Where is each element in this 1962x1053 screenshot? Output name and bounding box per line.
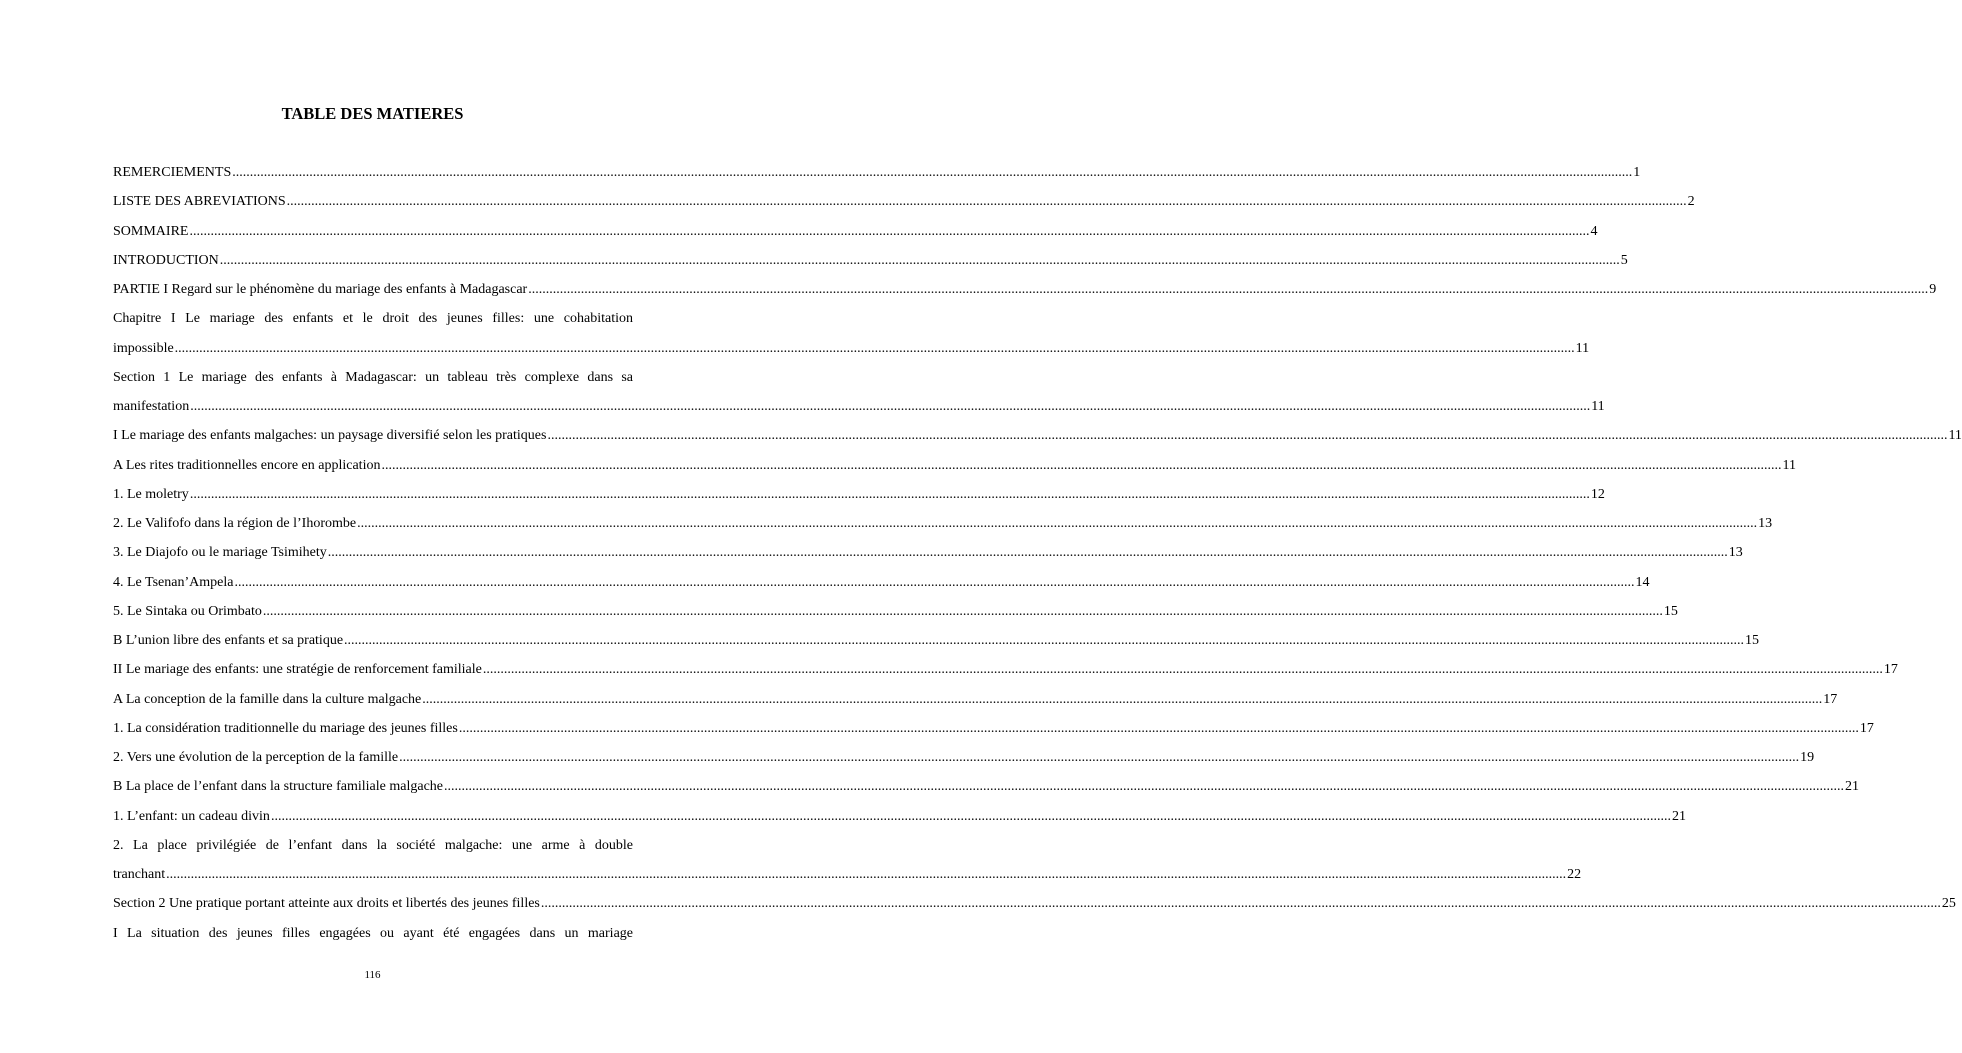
toc-entry-title: tranchant xyxy=(113,867,166,882)
toc-entry-page: 9 xyxy=(1929,282,1937,297)
toc-entry-page: 2 xyxy=(1687,194,1695,210)
toc-entry-page: 13 xyxy=(1728,545,1743,561)
toc-entry-page: 21 xyxy=(1671,808,1686,824)
toc-leader-dots: ................................................................................................................................................................................................................................................................................................................................................................................................................ xyxy=(189,223,1590,239)
toc-entry-page: 11 xyxy=(1575,340,1590,356)
toc-leader-dots: ................................................................................................................................................................................................................................................................................................................................................................................................................ xyxy=(357,516,1758,531)
toc-entry xyxy=(113,485,1605,514)
toc-entry xyxy=(113,543,1743,572)
toc-leader-dots: ................................................................................................................................................................................................................................................................................................................................................................................................................ xyxy=(219,252,1620,268)
toc-entry xyxy=(113,251,1628,280)
toc-leader-dots: ................................................................................................................................................................................................................................................................................................................................................................................................................ xyxy=(190,399,1591,414)
toc-entry-title-line: Chapitre I Le mariage des enfants et le droit des jeunes filles: une cohabitation xyxy=(113,311,633,327)
toc-entry-title: impossible xyxy=(113,340,174,356)
toc-entry-page: 11 xyxy=(1948,428,1962,444)
toc-entry-title: REMERCIEMENTS xyxy=(113,165,232,180)
toc-entry-title: 1. Le moletry xyxy=(113,486,189,502)
toc-entry-page: 22 xyxy=(1567,867,1582,882)
toc-entry-title: 1. L’enfant: un cadeau divin xyxy=(113,808,270,824)
toc-entry-title: I Le mariage des enfants malgaches: un paysage diversifié selon les pratiques xyxy=(113,428,547,444)
toc-leader-dots: ................................................................................................................................................................................................................................................................................................................................................................................................................ xyxy=(327,545,1728,561)
toc-leader-dots: ................................................................................................................................................................................................................................................................................................................................................................................................................ xyxy=(547,428,1948,444)
toc-entry-title: 4. Le Tsenan’Ampela xyxy=(113,574,234,590)
toc-leader-dots: ................................................................................................................................................................................................................................................................................................................................................................................................................ xyxy=(234,574,1635,590)
toc-entry xyxy=(113,807,1686,836)
toc-entry xyxy=(113,514,1773,543)
toc-entry-title: LISTE DES ABREVIATIONS xyxy=(113,194,286,210)
toc-entry-title: B La place de l’enfant dans la structure familiale malgache xyxy=(113,779,444,795)
toc-entry xyxy=(113,719,1874,748)
toc-entry xyxy=(113,426,1962,455)
toc-entry xyxy=(113,573,1650,602)
toc-entry-page: 19 xyxy=(1800,750,1815,765)
toc-entry xyxy=(113,397,1605,426)
toc-entry xyxy=(113,280,1937,309)
toc-leader-dots: ................................................................................................................................................................................................................................................................................................................................................................................................................ xyxy=(381,457,1782,473)
toc-entry xyxy=(113,748,1815,777)
toc-entry-title-line: I La situation des jeunes filles engagées ou ayant été engagées dans un mariage xyxy=(113,925,633,941)
toc-entry-page: 12 xyxy=(1590,486,1605,502)
toc-leader-dots: ................................................................................................................................................................................................................................................................................................................................................................................................................ xyxy=(458,720,1859,736)
table-of-contents xyxy=(113,163,1962,953)
toc-entry-title-line: Section 1 Le mariage des enfants à Madagascar: un tableau très complexe dans sa xyxy=(113,369,633,385)
toc-entry-page: 14 xyxy=(1635,574,1650,590)
toc-entry-page: 15 xyxy=(1663,603,1678,619)
toc-leader-dots: ................................................................................................................................................................................................................................................................................................................................................................................................................ xyxy=(399,750,1800,765)
toc-entry-page: 17 xyxy=(1859,720,1874,736)
toc-entry xyxy=(113,339,1590,368)
toc-entry-page: 15 xyxy=(1745,633,1760,648)
toc-entry-title: 1. La considération traditionnelle du mariage des jeunes filles xyxy=(113,720,458,736)
toc-entry-title: manifestation xyxy=(113,399,190,414)
toc-entry-page: 4 xyxy=(1590,223,1598,239)
toc-entry-title: B L’union libre des enfants et sa pratique xyxy=(113,633,344,648)
toc-entry-page: 17 xyxy=(1883,662,1898,678)
toc-entry-title: A La conception de la famille dans la culture malgache xyxy=(113,691,422,707)
toc-entry-title: A Les rites traditionnelles encore en application xyxy=(113,457,381,473)
toc-leader-dots: ................................................................................................................................................................................................................................................................................................................................................................................................................ xyxy=(270,808,1671,824)
toc-entry xyxy=(113,631,1760,660)
toc-entry-title: II Le mariage des enfants: une stratégie de renforcement familiale xyxy=(113,662,482,678)
toc-entry-title: Section 2 Une pratique portant atteinte aux droits et libertés des jeunes filles xyxy=(113,896,540,912)
toc-leader-dots: ................................................................................................................................................................................................................................................................................................................................................................................................................ xyxy=(482,662,1883,678)
toc-entry xyxy=(113,865,1582,894)
toc-entry xyxy=(113,602,1678,631)
toc-leader-dots: ................................................................................................................................................................................................................................................................................................................................................................................................................ xyxy=(262,603,1663,619)
toc-leader-dots: ................................................................................................................................................................................................................................................................................................................................................................................................................ xyxy=(166,867,1567,882)
toc-entry xyxy=(113,894,1956,923)
toc-entry-title: PARTIE I Regard sur le phénomène du mariage des enfants à Madagascar xyxy=(113,282,528,297)
toc-entry-page: 13 xyxy=(1758,516,1773,531)
toc-entry xyxy=(113,456,1796,485)
toc-entry xyxy=(113,690,1838,719)
toc-leader-dots: ................................................................................................................................................................................................................................................................................................................................................................................................................ xyxy=(286,194,1687,210)
toc-entry-page: 11 xyxy=(1782,457,1796,473)
toc-leader-dots: ................................................................................................................................................................................................................................................................................................................................................................................................................ xyxy=(528,282,1929,297)
toc-entry xyxy=(113,777,1860,806)
toc-entry-title-line: 2. La place privilégiée de l’enfant dans la société malgache: une arme à double xyxy=(113,837,633,853)
toc-entry-page: 5 xyxy=(1620,252,1628,268)
toc-entry-page: 17 xyxy=(1823,691,1838,707)
toc-entry-page: 21 xyxy=(1845,779,1860,795)
toc-entry xyxy=(113,163,1641,192)
toc-leader-dots: ................................................................................................................................................................................................................................................................................................................................................................................................................ xyxy=(189,486,1590,502)
toc-leader-dots: ................................................................................................................................................................................................................................................................................................................................................................................................................ xyxy=(444,779,1845,795)
toc-entry-title: 5. Le Sintaka ou Orimbato xyxy=(113,603,262,619)
toc-entry xyxy=(113,222,1598,251)
page-title: TABLE DES MATIERES xyxy=(281,104,464,123)
toc-entry-page: 25 xyxy=(1941,896,1956,912)
toc-entry-title: INTRODUCTION xyxy=(113,252,219,268)
toc-leader-dots: ................................................................................................................................................................................................................................................................................................................................................................................................................ xyxy=(540,896,1941,912)
toc-leader-dots: ................................................................................................................................................................................................................................................................................................................................................................................................................ xyxy=(422,691,1823,707)
page-number: 116 xyxy=(364,969,381,981)
toc-entry-title: SOMMAIRE xyxy=(113,223,189,239)
toc-entry-title: 2. Le Valifofo dans la région de l’Ihorombe xyxy=(113,516,357,531)
toc-leader-dots: ................................................................................................................................................................................................................................................................................................................................................................................................................ xyxy=(344,633,1745,648)
toc-leader-dots: ................................................................................................................................................................................................................................................................................................................................................................................................................ xyxy=(232,165,1633,180)
toc-entry xyxy=(113,660,1898,689)
toc-entry-page: 11 xyxy=(1591,399,1605,414)
toc-entry-title: 2. Vers une évolution de la perception de la famille xyxy=(113,750,399,765)
toc-entry-title: 3. Le Diajofo ou le mariage Tsimihety xyxy=(113,545,327,561)
toc-entry-page: 1 xyxy=(1633,165,1641,180)
toc-entry xyxy=(113,192,1695,221)
toc-leader-dots: ................................................................................................................................................................................................................................................................................................................................................................................................................ xyxy=(174,340,1575,356)
